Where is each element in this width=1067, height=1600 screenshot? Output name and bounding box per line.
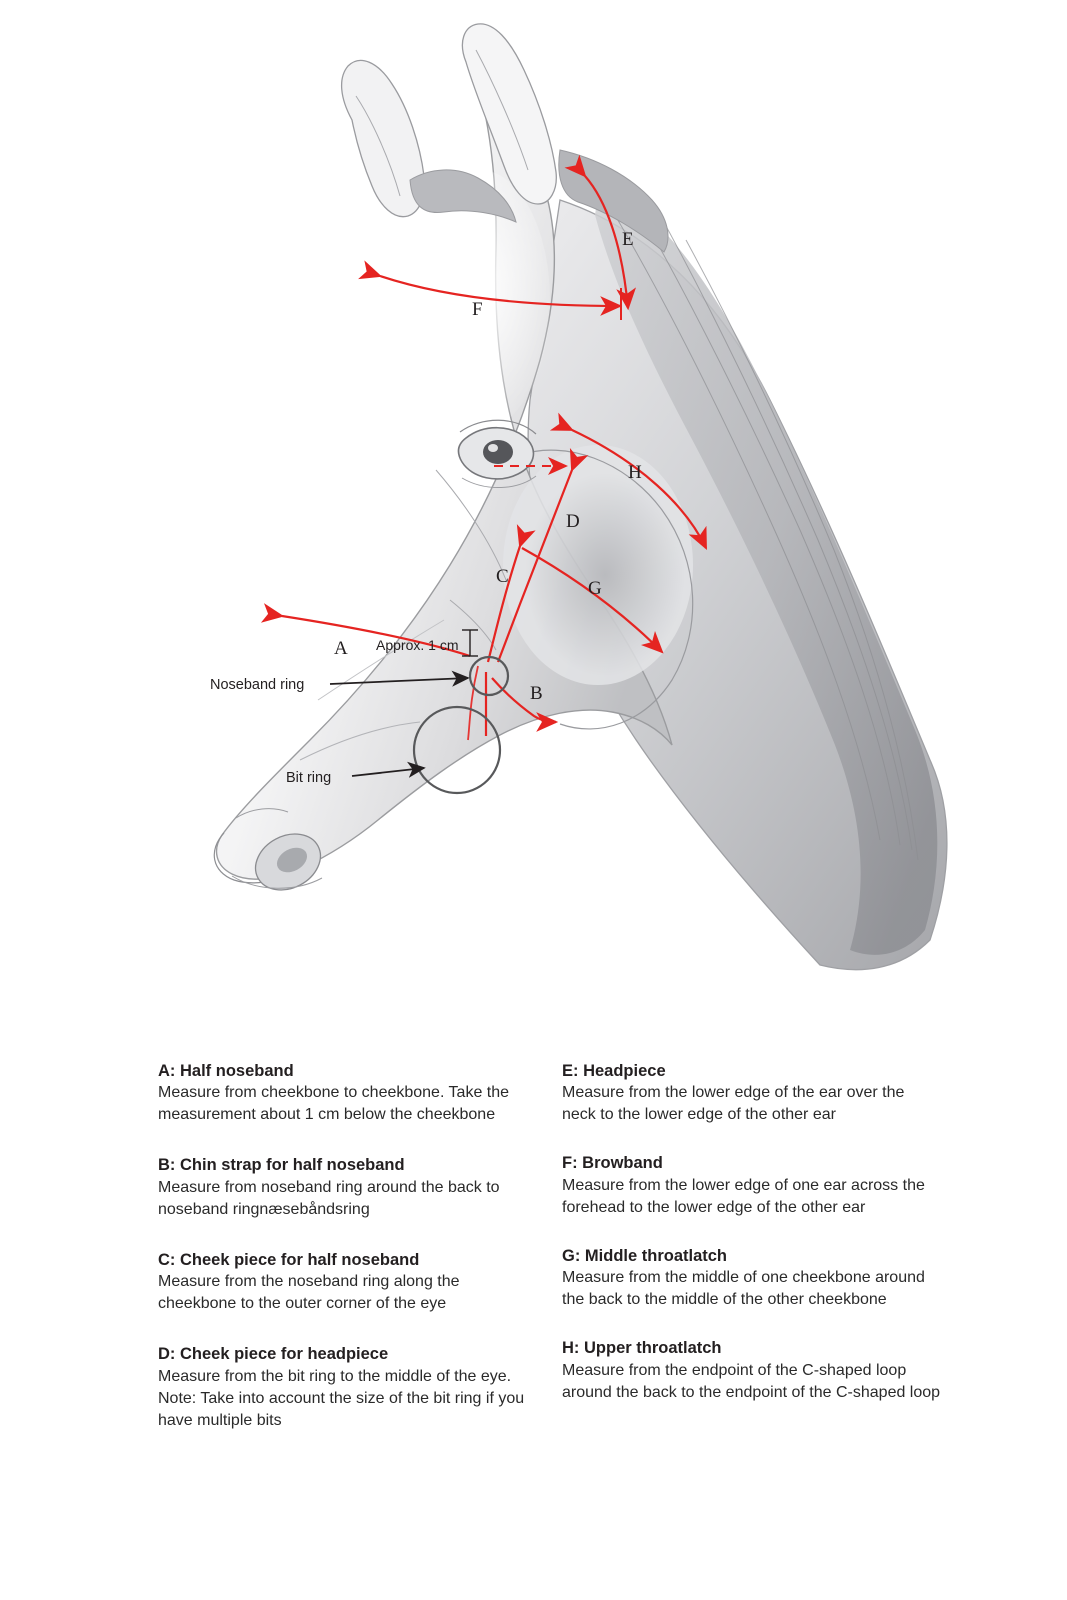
legend-item-a-title: A: Half noseband	[158, 1062, 294, 1080]
legend-item-e-desc: Measure from the lower edge of the ear over the neck to the lower edge of the other ear	[562, 1084, 905, 1124]
label-c: C	[496, 566, 509, 587]
legend-item-f	[562, 1152, 942, 1218]
horse-illustration	[214, 24, 947, 970]
legend-item-h-title: H: Upper throatlatch	[562, 1339, 722, 1358]
legend-item-c	[158, 1249, 538, 1315]
label-d: D	[566, 511, 580, 532]
legend-item-g-title: G: Middle throatlatch	[562, 1246, 727, 1265]
legend-item-b-desc: Measure from noseband ring around the back to noseband ringnæsebåndsring	[158, 1178, 500, 1218]
legend-item-d-title: D: Cheek piece for headpiece	[158, 1345, 389, 1364]
label-a: A	[334, 638, 348, 659]
label-noseband-ring: Noseband ring	[210, 677, 305, 693]
legend-item-e	[562, 1060, 942, 1126]
legend-item-a	[158, 1060, 538, 1126]
legend-item-h-desc: Measure from the endpoint of the C-shaped loop around the back to the endpoint of the C-shaped loop	[562, 1361, 941, 1401]
legend-item-g	[562, 1245, 942, 1311]
label-approx-1cm: Approx. 1 cm	[376, 637, 459, 653]
legend-item-a-desc: Measure from cheekbone to cheekbone. Take the measurement about 1 cm below the cheekbone	[158, 1084, 510, 1124]
legend-item-e-title: E: Headpiece	[562, 1062, 666, 1080]
legend-item-c-title: C: Cheek piece for half noseband	[158, 1250, 420, 1269]
legend-column-right	[562, 1060, 942, 1432]
label-g: G	[588, 578, 602, 599]
legend-item-c-desc: Measure from the noseband ring along the cheekbone to the outer corner of the eye	[158, 1273, 460, 1313]
label-bit-ring: Bit ring	[286, 770, 332, 786]
legend-column-left	[158, 1060, 538, 1460]
label-b: B	[530, 683, 543, 704]
label-h: H	[628, 462, 642, 483]
measurement-legend	[0, 1060, 1067, 1580]
legend-item-g-desc: Measure from the middle of one cheekbone around the back to the middle of the other cheekbone	[562, 1269, 925, 1309]
legend-item-h	[562, 1337, 942, 1403]
legend-item-b	[158, 1154, 538, 1220]
legend-item-b-title: B: Chin strap for half noseband	[158, 1156, 405, 1175]
label-f: F	[472, 299, 483, 320]
legend-item-d-desc: Measure from the bit ring to the middle of the eye. Note: Take into account the size of the bit ring if you have multiple bits	[158, 1367, 525, 1429]
legend-item-f-title: F: Browband	[562, 1154, 663, 1173]
legend-item-d	[158, 1343, 538, 1432]
label-e: E	[622, 229, 634, 250]
legend-item-f-desc: Measure from the lower edge of one ear across the forehead to the lower edge of the other ear	[562, 1176, 925, 1216]
